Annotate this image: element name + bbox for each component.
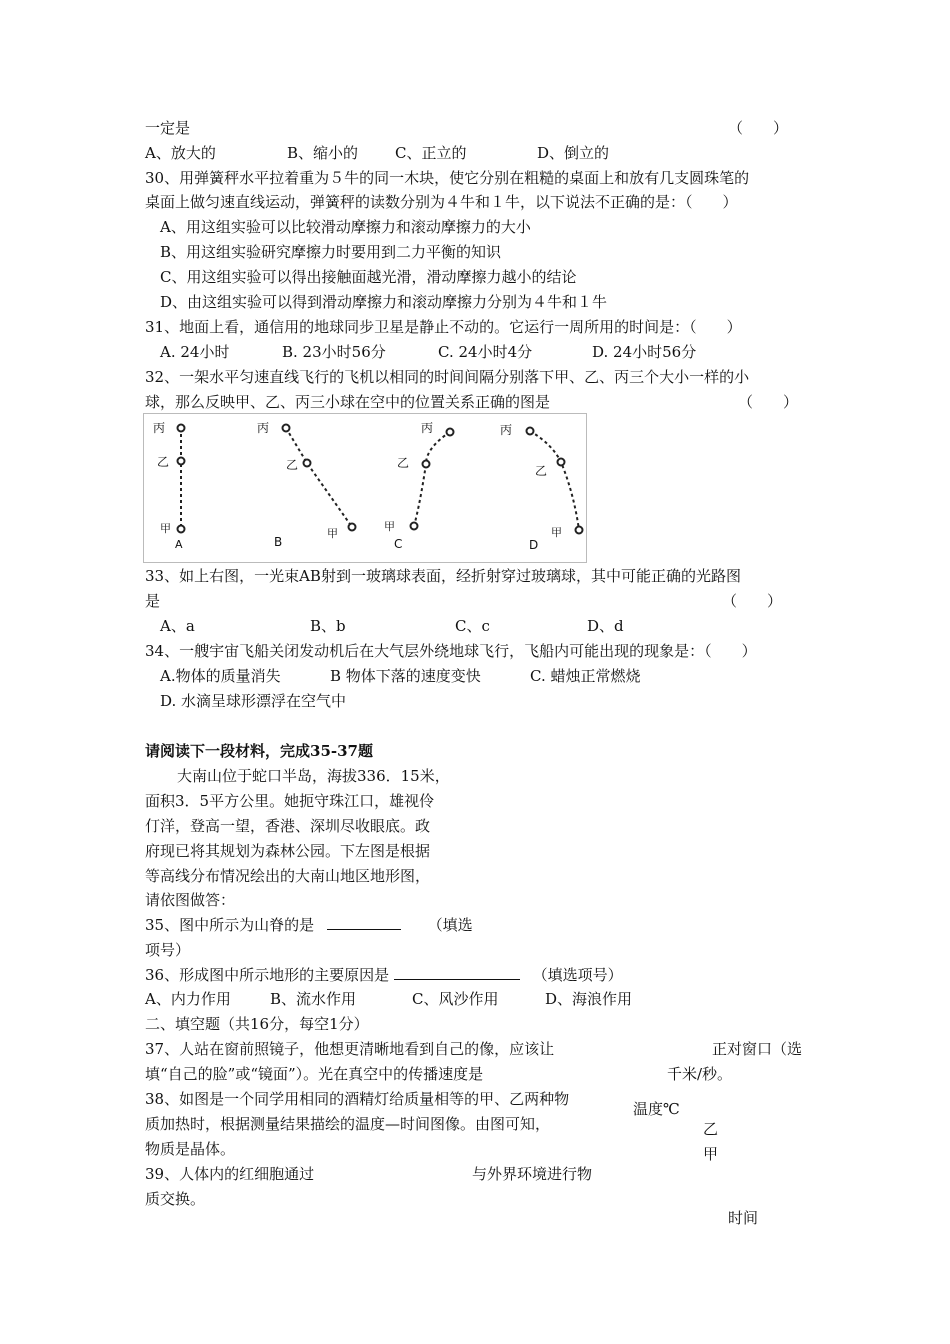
diagram-d-ball-jia <box>576 527 583 534</box>
time-axis-label: 时间 <box>728 1209 759 1227</box>
q39-line1-right: 与外界环境进行物 <box>472 1165 593 1183</box>
q36-option-c: C、风沙作用 <box>412 990 499 1008</box>
q30-option-b: B、用这组实验研究摩擦力时要用到二力平衡的知识 <box>160 243 502 261</box>
diagram-a-label-jia: 甲 <box>160 522 171 535</box>
q31-option-b: B. 23小时56分 <box>282 343 386 361</box>
q29-answer-paren: （ ） <box>728 119 789 137</box>
diagram-b-ball-bing <box>283 425 290 432</box>
reading-heading: 请阅读下一段材料，完成35-37题 <box>145 742 373 760</box>
q31-option-d: D. 24小时56分 <box>592 343 697 361</box>
diagram-a-ball-bing <box>178 425 185 432</box>
diagram-b-path <box>286 428 352 527</box>
q31-option-c: C. 24小时4分 <box>438 343 533 361</box>
q36-question <box>145 964 623 986</box>
diagram-d-ball-yi <box>558 459 565 466</box>
diagram-b-ball-jia <box>349 524 356 531</box>
q37-line2-right: 千米/秒。 <box>667 1065 733 1083</box>
q37-line1: 37、人站在窗前照镜子，他想更清晰地看到自己的像，应该让 <box>145 1040 555 1058</box>
q30-stem-line1: 30、用弹簧秤水平拉着重为５牛的同一木块，使它分别在粗糙的桌面上和放有几支圆珠笔的 <box>145 169 750 187</box>
q33-stem-line2: 是 <box>145 592 161 610</box>
q31-stem: 31、地面上看，通信用的地球同步卫星是静止不动的。它运行一周所用的时间是：（ ） <box>145 318 742 336</box>
diagram-a-ball-yi <box>178 458 185 465</box>
q29-option-d: D、倒立的 <box>537 144 610 162</box>
q32-stem-line2: 球，那么反映甲、乙、丙三小球在空中的位置关系正确的图是 <box>145 393 551 411</box>
diagram-b-caption: B <box>274 535 283 549</box>
q30-option-c: C、用这组实验可以得出接触面越光滑，滑动摩擦力越小的结论 <box>160 268 577 286</box>
q33-option-c: C、c <box>455 617 490 635</box>
q33-stem-line1: 33、如上右图，一光束AB射到一玻璃球表面，经折射穿过玻璃球，其中可能正确的光路图 <box>145 567 741 585</box>
diagram-a-label-yi: 乙 <box>157 455 170 469</box>
diagram-b-label-bing: 丙 <box>257 421 270 435</box>
diagram-c-ball-yi <box>423 461 430 468</box>
diagram-b-label-jia: 甲 <box>327 527 338 540</box>
q39-line2: 质交换。 <box>145 1190 206 1208</box>
q30-option-a: A、用这组实验可以比较滑动摩擦力和滚动摩擦力的大小 <box>160 218 531 236</box>
q32-answer-paren: （ ） <box>738 393 799 411</box>
q33-answer-paren: （ ） <box>722 592 783 610</box>
q37-line1-right: 正对窗口（选 <box>712 1040 803 1058</box>
diagram-d-label-yi: 乙 <box>535 464 548 478</box>
ball-drop-diagrams <box>144 414 586 562</box>
diagram-d-ball-bing <box>527 428 534 435</box>
section2-heading: 二、填空题（共16分，每空1分） <box>145 1015 369 1033</box>
q29-option-a: A、放大的 <box>145 144 216 162</box>
q33-option-b: B、b <box>310 617 346 635</box>
q34-option-c: C. 蜡烛正常燃烧 <box>530 667 641 685</box>
q29-option-c: C、正立的 <box>395 144 467 162</box>
diagram-c-label-yi: 乙 <box>397 456 410 470</box>
q36-suffix: （填选项号） <box>532 966 623 984</box>
q36-answer-blank[interactable] <box>394 965 520 980</box>
q35-suffix: （填选 <box>427 916 473 934</box>
q33-option-a: A、a <box>160 617 195 635</box>
diagram-a-caption: A <box>175 538 183 551</box>
reading-paragraph-line6: 请依图做答： <box>145 891 236 909</box>
q31-option-a: A. 24小时 <box>160 343 230 361</box>
q29-option-b: B、缩小的 <box>287 144 359 162</box>
q38-line2: 质加热时，根据测量结果描绘的温度—时间图像。由图可知， <box>145 1115 551 1133</box>
reading-paragraph-line3: 仃洋，登高一望，香港、深圳尽收眼底。政 <box>145 817 431 835</box>
diagram-c-caption: C <box>394 537 403 551</box>
reading-paragraph-line4: 府现已将其规划为森林公园。下左图是根据 <box>145 842 431 860</box>
diagram-d-label-bing: 丙 <box>500 423 513 437</box>
diagram-a-label-bing: 丙 <box>153 421 166 435</box>
q32-stem-line1: 32、一架水平匀速直线飞行的飞机以相同的时间间隔分别落下甲、乙、丙三个大小一样的小 <box>145 368 750 386</box>
diagram-d-caption: D <box>529 538 539 552</box>
q36-option-d: D、海浪作用 <box>545 990 633 1008</box>
q34-option-b: B 物体下落的速度变快 <box>330 667 481 685</box>
q33-option-d: D、d <box>587 617 624 635</box>
q29-stem-end: 一定是 <box>145 119 191 137</box>
q38-line1: 38、如图是一个同学用相同的酒精灯给质量相等的甲、乙两种物 <box>145 1090 570 1108</box>
q37-line2: 填“自己的脸”或“镜面”）。光在真空中的传播速度是 <box>145 1065 484 1083</box>
q36-option-a: A、内力作用 <box>145 990 231 1008</box>
temperature-axis-label: 温度℃ <box>633 1100 680 1118</box>
diagram-a-ball-jia <box>178 526 185 533</box>
q38-line3: 物质是晶体。 <box>145 1140 236 1158</box>
diagram-d-label-jia: 甲 <box>551 526 562 539</box>
q34-option-a: A.物体的质量消失 <box>160 667 281 685</box>
diagram-b-label-yi: 乙 <box>286 458 299 472</box>
diagram-c-ball-bing <box>447 429 454 436</box>
diagram-c-label-bing: 丙 <box>421 421 434 435</box>
q34-stem: 34、一艘宇宙飞船关闭发动机后在大气层外绕地球飞行，飞船内可能出现的现象是：（ ） <box>145 642 757 660</box>
graph-label-jia: 甲 <box>703 1145 719 1163</box>
diagram-c-path <box>414 432 450 526</box>
diagram-c-ball-jia <box>411 523 418 530</box>
q35-question <box>145 914 473 936</box>
reading-paragraph-line2: 面积3．5平方公里。她扼守珠江口，雄视伶 <box>145 792 435 810</box>
reading-paragraph-line1: 大南山位于蛇口半岛，海拔336．15米， <box>177 767 450 785</box>
q30-option-d: D、由这组实验可以得到滑动摩擦力和滚动摩擦力分别为４牛和１牛 <box>160 293 608 311</box>
diagram-c-label-jia: 甲 <box>384 520 395 533</box>
q39-line1: 39、人体内的红细胞通过 <box>145 1165 315 1183</box>
q34-option-d: D. 水滴呈球形漂浮在空气中 <box>160 692 347 710</box>
graph-label-yi: 乙 <box>703 1120 719 1138</box>
q30-stem-line2: 桌面上做匀速直线运动，弹簧秤的读数分别为４牛和１牛，以下说法不正确的是：（ ） <box>145 193 738 211</box>
q36-option-b: B、流水作用 <box>270 990 357 1008</box>
q35-line2: 项号） <box>145 941 191 959</box>
q35-answer-blank[interactable] <box>327 915 401 930</box>
diagram-d-path <box>530 431 579 530</box>
q36-stem: 36、形成图中所示地形的主要原因是 <box>145 966 390 984</box>
q35-stem: 35、图中所示为山脊的是 <box>145 916 315 934</box>
q32-figure <box>143 413 587 563</box>
reading-paragraph-line5: 等高线分布情况绘出的大南山地区地形图， <box>145 867 431 885</box>
diagram-b-ball-yi <box>304 460 311 467</box>
